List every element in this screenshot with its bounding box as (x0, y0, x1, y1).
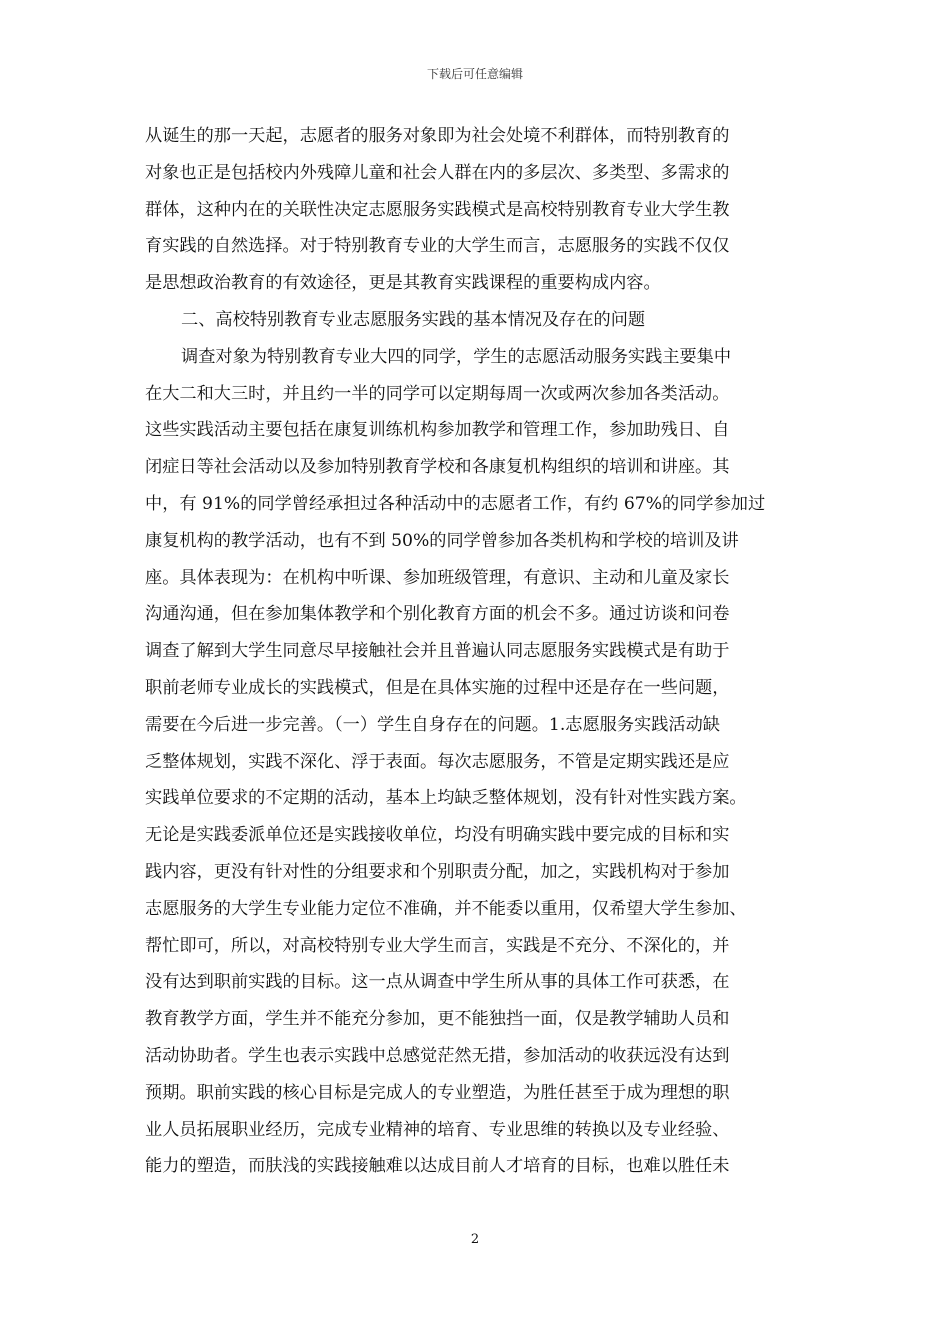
text-line: 中，有 91%的同学曾经承担过各种活动中的志愿者工作，有约 67%的同学参加过 (145, 493, 766, 514)
document-body (145, 118, 805, 1185)
text-line: 在大二和大三时，并且约一半的同学可以定期每周一次或两次参加各类活动。 (145, 383, 730, 404)
text-line: 活动协助者。学生也表示实践中总感觉茫然无措，参加活动的收获远没有达到 (145, 1045, 730, 1066)
text-line: 预期。职前实践的核心目标是完成人的专业塑造，为胜任甚至于成为理想的职 (145, 1082, 730, 1103)
text-line: 从诞生的那一天起，志愿者的服务对象即为社会处境不利群体，而特别教育的 (145, 126, 730, 146)
text-line: 无论是实践委派单位还是实践接收单位，均没有明确实践中要完成的目标和实 (145, 825, 730, 846)
text-line: 践内容，更没有针对性的分组要求和个别职责分配，加之，实践机构对于参加 (145, 861, 730, 882)
text-line: 这些实践活动主要包括在康复训练机构参加教学和管理工作，参加助残日、自 (145, 420, 730, 441)
text-line: 是思想政治教育的有效途径，更是其教育实践课程的重要构成内容。 (145, 273, 661, 294)
text-line: 育实践的自然选择。对于特别教育专业的大学生而言，志愿服务的实践不仅仅 (145, 236, 730, 257)
text-line: 沟通沟通，但在参加集体教学和个别化教育方面的机会不多。通过访谈和问卷 (145, 604, 730, 625)
text-line: 乏整体规划，实践不深化、浮于表面。每次志愿服务，不管是定期实践还是应 (145, 751, 730, 772)
text-line: 没有达到职前实践的目标。这一点从调查中学生所从事的具体工作可获悉，在 (145, 972, 730, 993)
text-line: 座。具体表现为：在机构中听课、参加班级管理，有意识、主动和儿童及家长 (145, 567, 730, 588)
text-line: 群体，这种内在的关联性决定志愿服务实践模式是高校特别教育专业大学生教 (145, 199, 730, 220)
section-heading: 二、高校特别教育专业志愿服务实践的基本情况及存在的问题 (181, 309, 646, 330)
page-header: 下载后可任意编辑 (426, 67, 523, 81)
text-line: 康复机构的教学活动，也有不到 50%的同学曾参加各类机构和学校的培训及讲 (145, 530, 739, 551)
text-line: 职前老师专业成长的实践模式，但是在具体实施的过程中还是存在一些问题， (145, 677, 730, 698)
text-line: 闭症日等社会活动以及参加特别教育学校和各康复机构组织的培训和讲座。其 (145, 457, 730, 478)
text-line: 帮忙即可，所以，对高校特别专业大学生而言，实践是不充分、不深化的，并 (145, 935, 730, 956)
text-line: 需要在今后进一步完善。（一）学生自身存在的问题。1.志愿服务实践活动缺 (145, 714, 720, 735)
text-line: 调查了解到大学生同意尽早接触社会并且普遍认同志愿服务实践模式是有助于 (145, 641, 730, 662)
text-line: 实践单位要求的不定期的活动，基本上均缺乏整体规划，没有针对性实践方案。 (145, 788, 747, 809)
text-line: 对象也正是包括校内外残障儿童和社会人群在内的多层次、多类型、多需求的 (145, 162, 730, 183)
text-line: 教育教学方面，学生并不能充分参加，更不能独挡一面，仅是教学辅助人员和 (145, 1009, 730, 1030)
text-line: 志愿服务的大学生专业能力定位不准确，并不能委以重用，仅希望大学生参加、 (145, 898, 747, 919)
text-line: 业人员拓展职业经历，完成专业精神的培育、专业思维的转换以及专业经验、 (145, 1119, 730, 1140)
page-number: 2 (470, 1232, 480, 1247)
text-line: 调查对象为特别教育专业大四的同学，学生的志愿活动服务实践主要集中 (181, 346, 732, 367)
text-line: 能力的塑造，而肤浅的实践接触难以达成目前人才培育的目标，也难以胜任未 (145, 1156, 730, 1177)
